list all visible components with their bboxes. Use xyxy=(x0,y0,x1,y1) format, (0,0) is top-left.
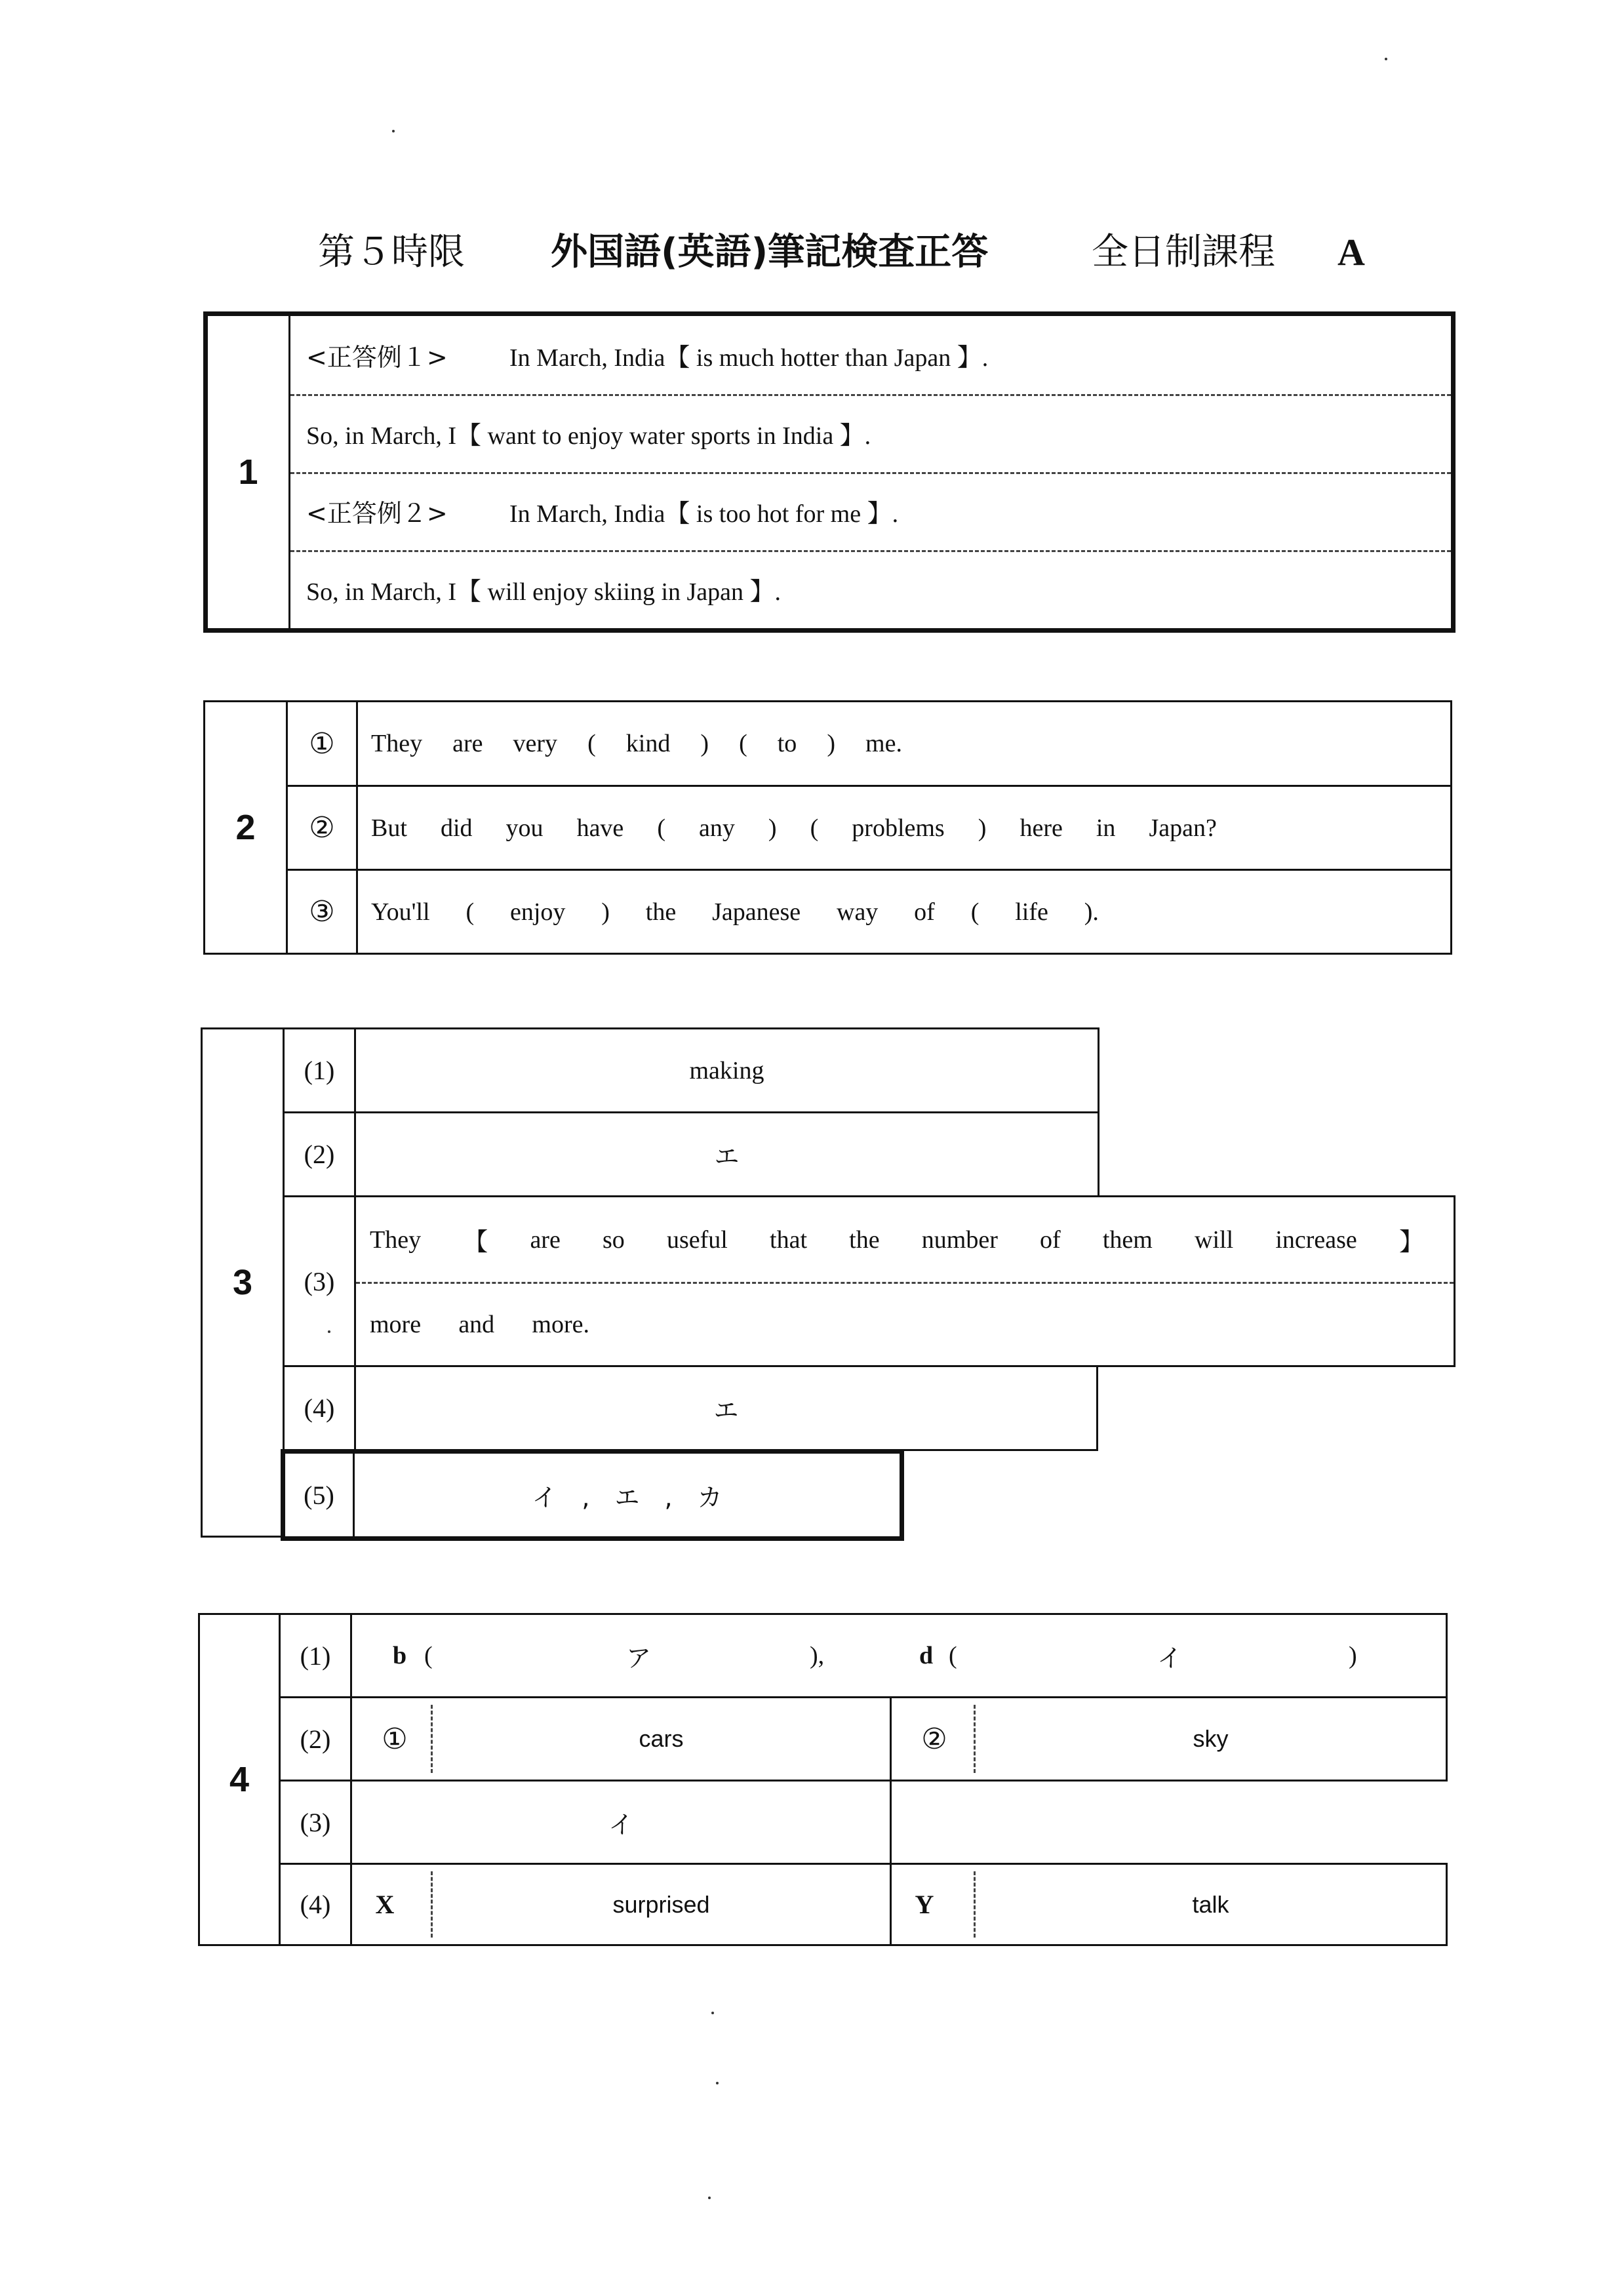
page-header xyxy=(318,223,1380,282)
word: more. xyxy=(532,1311,589,1338)
answer-row xyxy=(306,316,1447,394)
word: You'll xyxy=(371,898,430,926)
answer-text: So, in March, I【 want to enjoy water sports in India 】. xyxy=(306,422,871,450)
left-answer: surprised xyxy=(612,1890,710,1918)
answer-line-2 xyxy=(370,1284,589,1365)
right-border xyxy=(1446,1613,1448,1781)
answer-row xyxy=(306,550,1447,628)
example-label: <正答例１> xyxy=(306,343,448,372)
word: me. xyxy=(865,730,902,757)
word: enjoy xyxy=(509,898,566,926)
word: ( xyxy=(657,814,665,842)
word: and xyxy=(458,1311,495,1338)
word: will xyxy=(1195,1225,1234,1254)
word: ) xyxy=(768,814,777,842)
item-label: (3) xyxy=(300,1807,331,1837)
answer-text: イ , エ , カ xyxy=(532,1483,723,1512)
word: are xyxy=(530,1225,561,1254)
right-answer: sky xyxy=(1193,1725,1229,1752)
close-paren: ) xyxy=(1349,1642,1357,1669)
answer-text: In March, India【 is too hot for me 】. xyxy=(509,500,899,528)
word: of xyxy=(914,898,935,926)
right-mark: ② xyxy=(921,1722,947,1755)
item-label: (4) xyxy=(304,1393,335,1423)
word: here xyxy=(1020,814,1063,842)
item-label: ② xyxy=(309,812,335,844)
b-label: b xyxy=(393,1642,407,1669)
item-label: (1) xyxy=(300,1641,331,1671)
word: They xyxy=(371,730,423,757)
example-label: <正答例２> xyxy=(306,499,448,528)
close-paren: ), xyxy=(810,1642,825,1669)
answer-text: エ xyxy=(713,1396,739,1425)
word: you xyxy=(505,814,544,842)
word: Japanese xyxy=(712,898,801,926)
word: the xyxy=(849,1225,880,1254)
answer-row xyxy=(352,1615,1446,1696)
word: But xyxy=(371,814,407,842)
answer-row xyxy=(371,871,1099,953)
answer-text: In March, India【 is much hotter than Japan 】. xyxy=(509,344,989,372)
word: did xyxy=(440,814,473,842)
b-answer: ア xyxy=(626,1643,652,1673)
section-4 xyxy=(198,1613,1452,1947)
word: ( xyxy=(739,730,747,757)
item-label: (1) xyxy=(304,1056,335,1085)
answer-row xyxy=(306,472,1447,550)
word: increase xyxy=(1275,1225,1357,1254)
answer-row xyxy=(306,394,1447,472)
word: to xyxy=(777,730,797,757)
open-paren: ( xyxy=(949,1642,957,1669)
word: 【 xyxy=(463,1229,488,1256)
answer-text: making xyxy=(689,1056,764,1085)
word: are xyxy=(452,730,483,757)
word: number xyxy=(921,1225,998,1254)
scan-mark xyxy=(716,2082,719,2084)
section-number: 3 xyxy=(232,1263,253,1302)
word: any xyxy=(699,814,735,842)
scan-mark xyxy=(1385,58,1387,60)
section-1 xyxy=(203,311,1456,633)
open-paren: ( xyxy=(424,1642,433,1669)
word: so xyxy=(603,1225,625,1254)
word: ( xyxy=(810,814,819,842)
word: life xyxy=(1015,898,1048,926)
stray-dot xyxy=(328,1330,330,1333)
answer-row xyxy=(371,787,1217,869)
word: them xyxy=(1102,1225,1153,1254)
word: very xyxy=(513,730,558,757)
course-label: 全日制課程 xyxy=(1092,231,1275,273)
word: of xyxy=(1040,1225,1061,1254)
item-label: (2) xyxy=(300,1724,331,1754)
section-number: 2 xyxy=(235,808,256,847)
answer-text: So, in March, I【 will enjoy skiing in Japan 】. xyxy=(306,578,782,606)
right-answer: talk xyxy=(1192,1890,1229,1918)
item-label: (5) xyxy=(304,1480,334,1510)
word: 】 xyxy=(1398,1229,1424,1256)
word: They xyxy=(370,1225,422,1254)
divider xyxy=(356,702,358,953)
word: Japan? xyxy=(1149,814,1217,842)
word: ) xyxy=(978,814,987,842)
word: useful xyxy=(666,1225,728,1254)
period-label: 第５時限 xyxy=(318,231,465,273)
right-mark: Y xyxy=(915,1890,934,1919)
word: ) xyxy=(601,898,610,926)
divider xyxy=(354,1195,356,1367)
section-3 xyxy=(201,1027,1456,1538)
scan-mark xyxy=(708,2197,711,2199)
form-label: A xyxy=(1337,231,1365,273)
item-label: (4) xyxy=(300,1890,331,1919)
answer-line-1 xyxy=(370,1197,1424,1282)
item-label: (2) xyxy=(304,1140,335,1169)
d-label: d xyxy=(919,1642,934,1669)
subject-title: 外国語(英語)筆記検査正答 xyxy=(551,231,989,273)
word: the xyxy=(645,898,677,926)
section-number: 4 xyxy=(229,1760,250,1799)
left-answer: cars xyxy=(639,1725,684,1752)
word: ). xyxy=(1084,898,1099,926)
left-mark: X xyxy=(375,1890,395,1919)
answer-text: イ xyxy=(608,1810,633,1839)
right-border xyxy=(1446,1863,1448,1946)
word: ) xyxy=(700,730,709,757)
word: ) xyxy=(827,730,835,757)
word: ( xyxy=(465,898,475,926)
word: problems xyxy=(852,814,945,842)
left-mark: ① xyxy=(382,1722,408,1755)
section-number: 1 xyxy=(238,452,258,492)
bottom-border xyxy=(281,1944,1448,1946)
scan-mark xyxy=(392,130,395,132)
item-label: ③ xyxy=(309,896,335,928)
answer-text: エ xyxy=(714,1142,740,1171)
word: in xyxy=(1096,814,1116,842)
d-answer: イ xyxy=(1157,1643,1183,1673)
word: that xyxy=(770,1225,807,1254)
word: way xyxy=(837,898,879,926)
word: ( xyxy=(587,730,596,757)
answer-row xyxy=(371,702,902,785)
word: have xyxy=(576,814,624,842)
item-label: ① xyxy=(309,727,335,760)
section-2 xyxy=(203,700,1452,955)
word: kind xyxy=(625,730,671,757)
item-label: (3) xyxy=(304,1266,335,1296)
word: ( xyxy=(970,898,980,926)
word: more xyxy=(370,1311,422,1338)
scan-mark xyxy=(711,2012,714,2014)
